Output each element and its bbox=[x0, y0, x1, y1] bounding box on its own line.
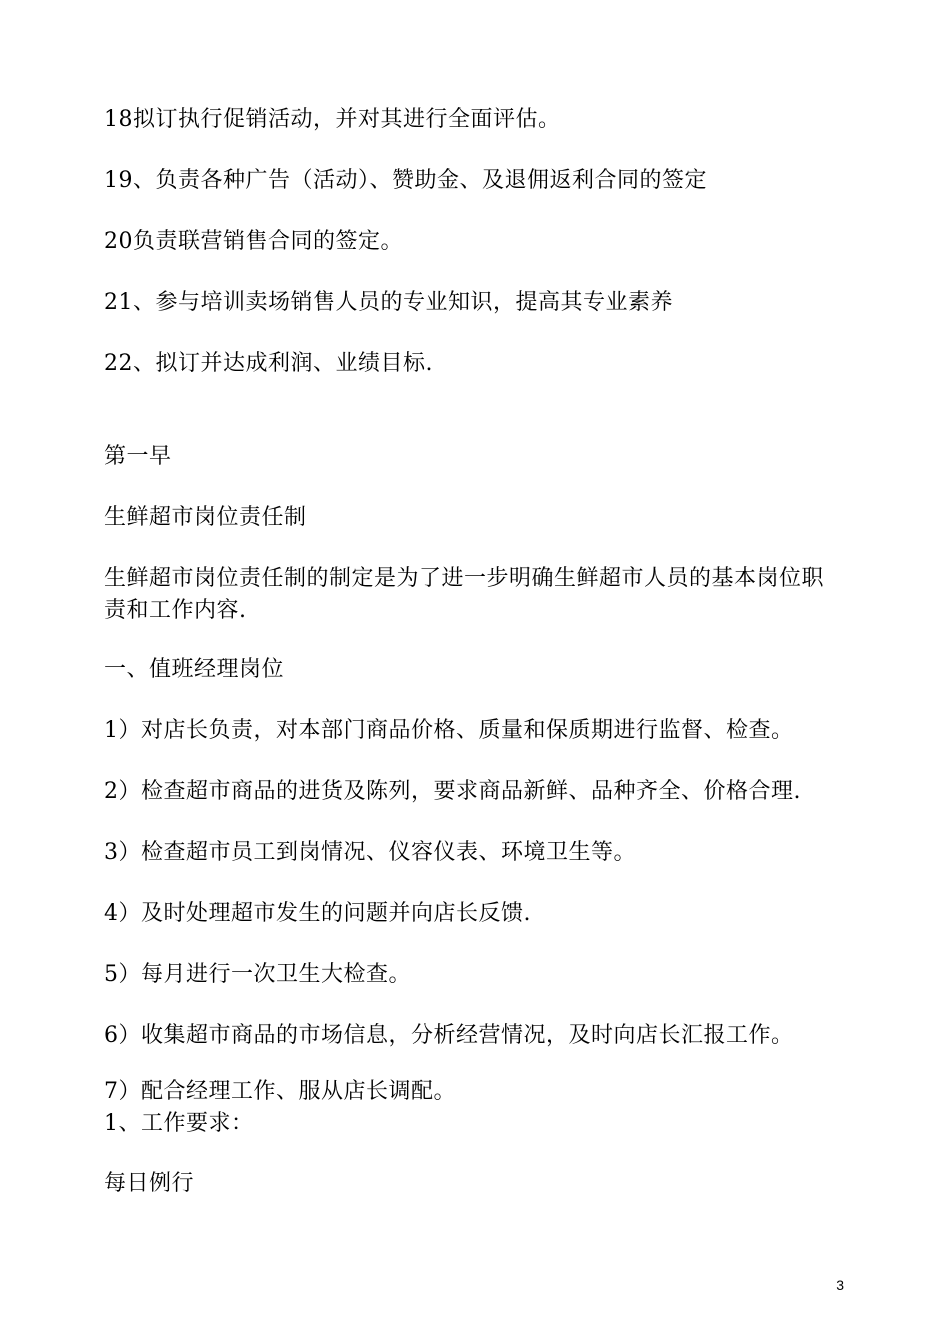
list-item-19: 19、负责各种广告（活动）、赞助金、及退佣返利合同的签定 bbox=[104, 168, 707, 193]
section-title: 生鲜超市岗位责任制 bbox=[104, 505, 307, 530]
duty-item-5: 5）每月进行一次卫生大检查。 bbox=[104, 962, 411, 987]
chapter-heading: 第一早 bbox=[104, 444, 172, 469]
list-item-21: 21、参与培训卖场销售人员的专业知识，提高其专业素养 bbox=[104, 290, 673, 315]
page-number: 3 bbox=[836, 1277, 844, 1293]
intro-paragraph: 生鲜超市岗位责任制的制定是为了进一步明确生鲜超市人员的基本岗位职责和工作内容. bbox=[104, 566, 825, 623]
duty-item-1: 1）对店长负责，对本部门商品价格、质量和保质期进行监督、检查。 bbox=[104, 718, 794, 743]
subsection-heading: 一、值班经理岗位 bbox=[104, 657, 285, 682]
duty-item-6: 6）收集超市商品的市场信息，分析经营情况，及时向店长汇报工作。 bbox=[104, 1023, 794, 1048]
list-item-22: 22、拟订并达成利润、业绩目标. bbox=[104, 351, 433, 376]
duty-item-4: 4）及时处理超市发生的问题并向店长反馈. bbox=[104, 901, 531, 926]
duty-item-7: 7）配合经理工作、服从店长调配。 bbox=[104, 1079, 456, 1104]
list-item-18: 18拟订执行促销活动，并对其进行全面评估。 bbox=[104, 107, 561, 132]
duty-item-3: 3）检查超市员工到岗情况、仪容仪表、环境卫生等。 bbox=[104, 840, 636, 865]
list-item-20: 20负责联营销售合同的签定。 bbox=[104, 229, 403, 254]
work-requirements-heading: 1、工作要求： bbox=[104, 1111, 254, 1136]
duty-item-2: 2）检查超市商品的进货及陈列，要求商品新鲜、品种齐全、价格合理. bbox=[104, 779, 801, 804]
daily-routine-label: 每日例行 bbox=[104, 1171, 195, 1196]
